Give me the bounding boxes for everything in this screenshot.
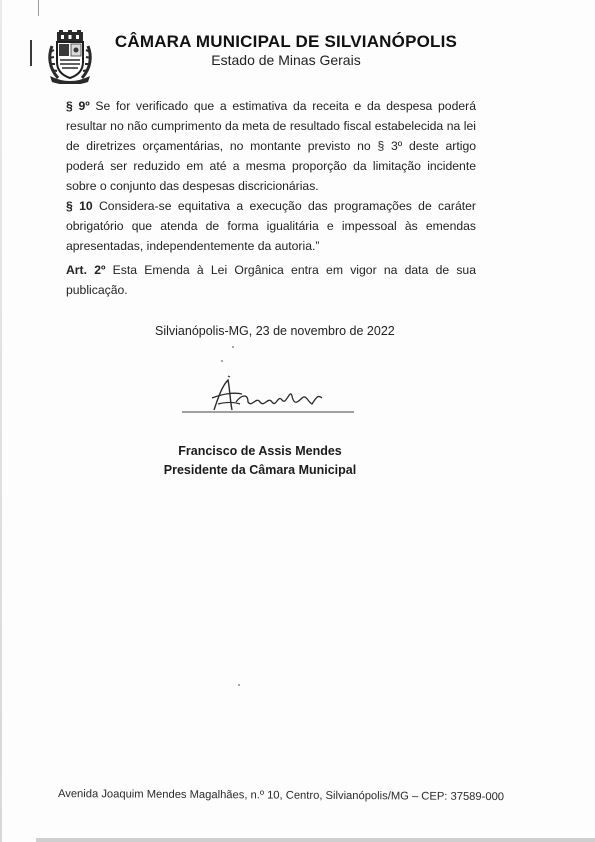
scan-edge-top: [38, 0, 39, 16]
scan-speck: [238, 684, 240, 686]
signer-role: Presidente da Câmara Municipal: [163, 463, 357, 477]
paragraph-9-text: Se for verificado que a estimativa da receita e da despesa poderá resultar no não cumprimento da meta de resultado fiscal estabelecida na lei de diretrizes orçamentárias, no montante previsto no § 3º deste artigo poderá ser reduzido em até a mesma proporção da limitação incidente sobre o conjunto das despesas discricionárias.: [66, 99, 476, 193]
article-2-text: Esta Emenda à Lei Orgânica entra em vigor na data de sua publicação.: [66, 263, 476, 297]
article-2-marker: Art. 2º: [66, 263, 106, 277]
institution-subtitle: Estado de Minas Gerais: [211, 52, 361, 68]
paragraph-9: [66, 96, 476, 196]
footer-address: Avenida Joaquim Mendes Magalhães, n.º 10, Centro, Silvianópolis/MG – CEP: 37589-000: [57, 788, 505, 804]
paragraph-10-marker: § 10: [66, 199, 93, 213]
paragraph-9-marker: § 9º: [66, 99, 90, 113]
paragraph-10: [66, 196, 476, 256]
institution-title: CÂMARA MUNICIPAL DE SILVIANÓPOLIS: [114, 32, 458, 51]
signer-name: Francisco de Assis Mendes: [178, 444, 342, 458]
article-2: [66, 260, 476, 300]
municipal-coat-of-arms-icon: [46, 30, 94, 84]
paragraph-10-text: Considera-se equitativa a execução das programações de caráter obrigatório que atenda de forma igualitária e impessoal às emendas apresentadas, independentemente da autoria.”: [66, 199, 476, 253]
scan-edge-bottom: [36, 838, 595, 842]
scan-speck: [221, 360, 223, 362]
scan-edge-left: [0, 0, 2, 842]
scan-mark: [30, 40, 32, 66]
handwritten-signature-icon: [178, 372, 358, 420]
scan-speck: [232, 346, 234, 348]
place-and-date: Silvianópolis-MG, 23 de novembro de 2022: [155, 324, 395, 338]
